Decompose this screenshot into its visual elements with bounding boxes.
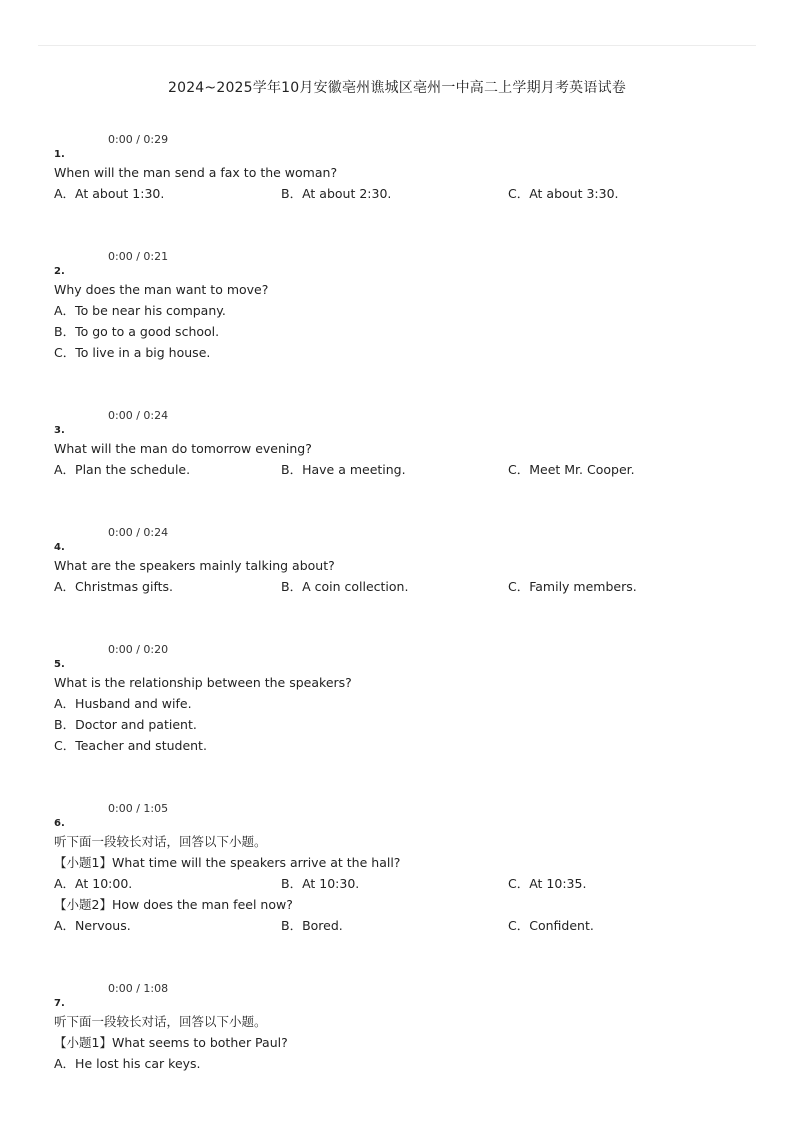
question-number: 2. (54, 266, 65, 277)
option-c[interactable]: C．Family members. (508, 579, 637, 594)
question-2 (54, 249, 754, 363)
option-c[interactable]: C．At 10:35. (508, 876, 587, 891)
option-b[interactable]: B．To go to a good school. (54, 324, 220, 339)
question-intro: 听下面一段较长对话，回答以下小题。 (54, 1014, 267, 1029)
audio-player-time[interactable]: 0:00 / 0:24 (108, 526, 169, 539)
audio-player-time[interactable]: 0:00 / 1:08 (108, 982, 169, 995)
question-stem: What will the man do tomorrow evening? (54, 441, 312, 456)
question-3 (54, 408, 754, 480)
question-stem: When will the man send a fax to the woman? (54, 165, 338, 180)
option-a[interactable]: A．To be near his company. (54, 303, 226, 318)
options-row (54, 873, 754, 894)
audio-player-time[interactable]: 0:00 / 0:29 (108, 133, 169, 146)
option-a[interactable]: A．At about 1:30. (54, 186, 165, 201)
question-4 (54, 525, 754, 597)
option-b[interactable]: B．Bored. (281, 918, 343, 933)
question-5 (54, 642, 754, 756)
option-c[interactable]: C．To live in a big house. (54, 345, 211, 360)
option-a[interactable]: A．He lost his car keys. (54, 1056, 201, 1071)
options-row (54, 183, 754, 204)
option-c[interactable]: C．At about 3:30. (508, 186, 619, 201)
option-a[interactable]: A．Christmas gifts. (54, 579, 174, 594)
question-number: 3. (54, 425, 65, 436)
question-number: 1. (54, 149, 65, 160)
sub-question-2: 【小题2】How does the man feel now? (54, 897, 293, 912)
question-number: 5. (54, 659, 65, 670)
sub-question-1: 【小题1】What seems to bother Paul? (54, 1035, 288, 1050)
audio-player-time[interactable]: 0:00 / 0:24 (108, 409, 169, 422)
option-b[interactable]: B．Doctor and patient. (54, 717, 197, 732)
option-b[interactable]: B．A coin collection. (281, 579, 409, 594)
question-stem: What are the speakers mainly talking about? (54, 558, 335, 573)
options-row (54, 915, 754, 936)
audio-player-time[interactable]: 0:00 / 0:20 (108, 643, 169, 656)
option-b[interactable]: B．At 10:30. (281, 876, 360, 891)
option-a[interactable]: A．At 10:00. (54, 876, 133, 891)
option-b[interactable]: B．Have a meeting. (281, 462, 406, 477)
option-a[interactable]: A．Husband and wife. (54, 696, 192, 711)
options-row (54, 459, 754, 480)
question-stem: Why does the man want to move? (54, 282, 269, 297)
question-stem: What is the relationship between the speakers? (54, 675, 352, 690)
question-number: 4. (54, 542, 65, 553)
option-a[interactable]: A．Plan the schedule. (54, 462, 191, 477)
question-intro: 听下面一段较长对话，回答以下小题。 (54, 834, 267, 849)
page-title: 2024~2025学年10月安徽亳州谯城区亳州一中高二上学期月考英语试卷 (167, 80, 626, 96)
question-7 (54, 981, 754, 1074)
question-1 (54, 132, 754, 204)
option-b[interactable]: B．At about 2:30. (281, 186, 392, 201)
question-number: 6. (54, 818, 65, 829)
audio-player-time[interactable]: 0:00 / 1:05 (108, 802, 169, 815)
option-c[interactable]: C．Confident. (508, 918, 594, 933)
question-number: 7. (54, 998, 65, 1009)
option-c[interactable]: C．Meet Mr. Cooper. (508, 462, 635, 477)
audio-player-time[interactable]: 0:00 / 0:21 (108, 250, 169, 263)
question-6 (54, 801, 754, 936)
option-a[interactable]: A．Nervous. (54, 918, 131, 933)
options-row (54, 576, 754, 597)
header-divider (38, 45, 756, 46)
sub-question-1: 【小题1】What time will the speakers arrive at the hall? (54, 855, 401, 870)
option-c[interactable]: C．Teacher and student. (54, 738, 207, 753)
